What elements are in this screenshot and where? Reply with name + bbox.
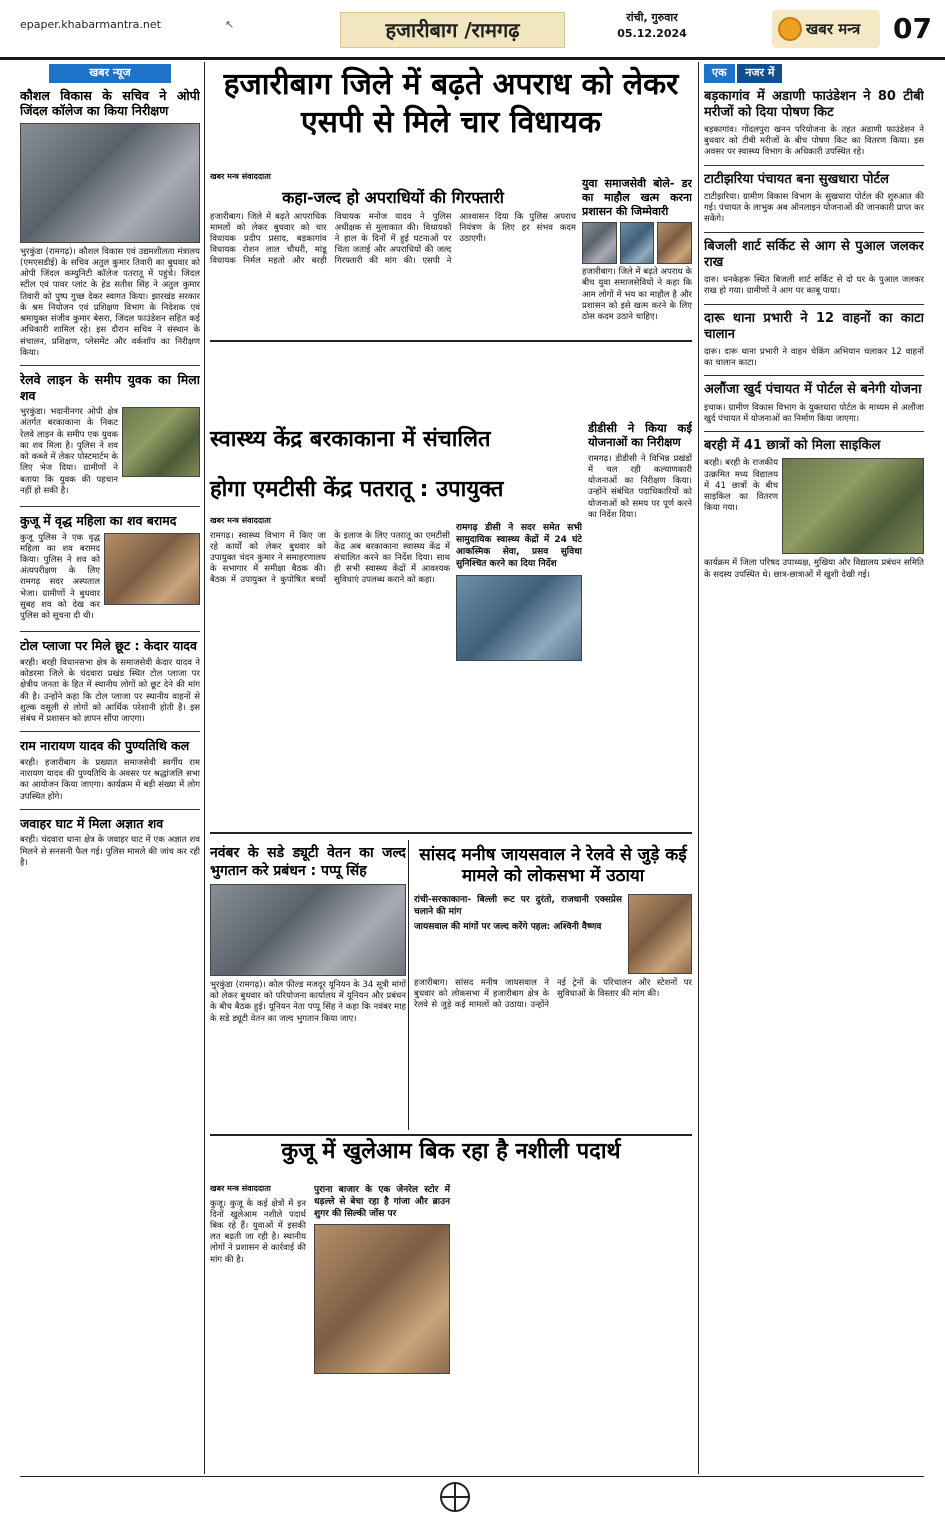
story-body: कार्यक्रम में जिला परिषद उपाध्यक्ष, मुखिया और विद्यालय प्रबंधन समिति के सदस्य उपस्थित थे। छात्र-छात्राओं में खुशी देखी गई। (704, 558, 924, 580)
health-headline-1: स्वास्थ्य केंद्र बरकाकाना में संचालित (210, 427, 491, 452)
story-title: दारू थाना प्रभारी ने 12 वाहनों का काटा चालान (704, 310, 924, 342)
story-title: सांसद मनीष जायसवाल ने रेलवे से जुड़े कई मामले को लोकसभा में उठाया (419, 845, 687, 887)
photo-caption: बरही। बरही के राजकीय उत्क्रमित मध्य विद्यालय में 41 छात्रों के बीच साइकिल का वितरण किया गया। (704, 458, 778, 514)
story-body: टाटीझरिया। ग्रामीण विकास विभाग के सुखधारा पोर्टल की शुरुआत की गई। पंचायत के लाभुक अब ऑनलाइन योजनाओं की जानकारी प्राप्त कर सकेंगे। (704, 191, 924, 225)
ddc-sidebar (588, 416, 692, 828)
meeting-photo (456, 575, 582, 661)
place-day: रांची, गुरुवार (626, 11, 678, 24)
divider (20, 631, 200, 632)
story-title: राम नारायण यादव की पुण्यतिथि कल (20, 738, 190, 754)
story-title: नवंबर के सडे ड्यूटी वेतन का जल्द भुगतान करे प्रबंधन : पप्पू सिंह (210, 845, 406, 879)
divider (704, 304, 924, 305)
section-rule (210, 1134, 692, 1136)
byline: खबर मन्त्र संवाददाता (210, 1184, 271, 1193)
story-body: भुरकुंडा (रामगढ़)। कोल फील्ड मजदूर यूनियन के 34 सूत्री मांगों को लेकर बुधवार को परियोजना कार्यालय में यूनियन और प्रबंधन के बीच बैठक हुई। यूनियन नेता पप्पू सिंह ने कहा कि नवंबर माह के सडे ड्यूटी वेतन का जल्द भुगतान किया जाए। (210, 980, 406, 1024)
story-body: भुरकुंडा (रामगढ़)। कौशल विकास एवं उद्यमशीलता मंत्रालय (एमएसडीई) के सचिव अतुल कुमार तिवारी का बुधवार को ओपी जिंदल कम्युनिटी कॉलेज पतरातू में पहुंचे। जिंदल स्टील एवं पावर प्लांट के हेड सतीश सिंह ने अतुल कुमार तिवारी को पुष्प गुच्छ देकर स्वागत किया। झारखंड सरकार के श्रम नियोजन एवं प्रशिक्षण विभाग के निदेशक एवं श्रमायुक्त संजीव कुमार बेसरा, जिंदल फाउंडेशन सहित कई अधिकारी शामिल रहे। इस दौरान सचिव ने संस्थान के संचालन, प्रशिक्षण, प्लेसमेंट और वर्कशॉप का निरीक्षण किया। (20, 246, 200, 358)
divider (704, 165, 924, 166)
byline: खबर मन्त्र संवाददाता (210, 172, 271, 181)
story-title: बिजली शार्ट सर्किट से आग से पुआल जलकर राख (704, 238, 924, 270)
site-url[interactable]: epaper.khabarmantra.net (20, 18, 161, 31)
column-rule (204, 62, 205, 1474)
wage-story (210, 840, 406, 1130)
lead-story (210, 172, 576, 337)
story-body: इचाक। ग्रामीण विकास विभाग के युक्तधारा पोर्टल के माध्यम से अलौंजा खुर्द पंचायत में योजनाओं का निर्माण किया जाएगा। (704, 402, 924, 424)
story-title: बरही में 41 छात्रों को मिला साइकिल (704, 438, 881, 454)
story-title: कौशल विकास के सचिव ने ओपी जिंदल कॉलेज का किया निरीक्षण (20, 87, 200, 119)
drugs-headline: कुजू में खुलेआम बिक रहा है नशीली पदार्थ (281, 1139, 621, 1164)
footer-rule (20, 1476, 924, 1477)
story-body: बरही। चंदवारा थाना क्षेत्र के जवाहर घाट में एक अज्ञात शव मिलने से सनसनी फैल गई। पुलिस मामले की जांच कर रही है। (20, 835, 200, 868)
brand: खबर मन्त्र (772, 10, 880, 48)
story-body: दारू। दारू थाना प्रभारी ने वाहन चेकिंग अभियान चलाकर 12 वाहनों का चालान काटा। (704, 347, 924, 369)
cycle-distribution-photo (782, 458, 924, 554)
divider (20, 365, 200, 366)
divider (20, 506, 200, 507)
divider (704, 431, 924, 432)
story-title: अलौंजा खुर्द पंचायत में पोर्टल से बनेगी योजना (704, 382, 922, 398)
sidebar-body: रामगढ़। डीडीसी ने विभिन्न प्रखंडों में चल रही कल्याणकारी योजनाओं का निरीक्षण किया। उन्होंने संबंधित पदाधिकारियों को योजनाओं को समय पर पूर्ण करने का निर्देश दिया। (588, 453, 692, 520)
column-rule (408, 840, 409, 1130)
lead-deck: कहा-जल्द हो अपराधियों की गिरफ्तारी (282, 187, 504, 207)
story-body: कुजू पुलिस ने एक वृद्ध महिला का शव बरामद किया। पुलिस ने शव को अंत्यपरीक्षण के लिए रामगढ़ सदर अस्पताल भेजा। ग्रामीणों ने बुधवार सुबह शव को देख कर पुलिस को सूचना दी थी। (20, 532, 100, 622)
lead-headline: हजारीबाग जिले में बढ़ते अपराध को लेकर एसपी से मिले चार विधायक (223, 67, 679, 140)
health-story (210, 516, 450, 826)
left-column (20, 64, 200, 1474)
divider (20, 809, 200, 810)
group-photo (20, 123, 200, 243)
portrait-photo (582, 222, 617, 264)
portrait-photo (620, 222, 655, 264)
section-rule (210, 832, 692, 834)
cursor-icon: ↖ (225, 18, 235, 31)
drugs-story (210, 1184, 692, 1476)
lead-body: हजारीबाग। जिले में बढ़ते आपराधिक मामलों को लेकर बुधवार को चार विधायक प्रदीप प्रसाद, बड़कागांव विधायक रोशन लाल चौधरी, मांडू विधायक निर्मल महतो और बरही विधायक मनोज यादव ने पुलिस अधीक्षक से मुलाकात की। विधायकों ने हाल के दिनों में हुई घटनाओं पर चिंता जताई और अपराधियों की जल्द गिरफ्तारी की मांग की। एसपी ने आश्वासन दिया कि पुलिस अपराध नियंत्रण के लिए हर संभव कदम उठाएगी। (210, 211, 576, 267)
mp-portrait (628, 894, 692, 974)
section-kicker: खबर न्यूज (49, 64, 170, 83)
health-photo-block (456, 522, 582, 826)
date: 05.12.2024 (617, 26, 687, 40)
story-title: बड़कागांव में अडाणी फाउंडेशन ने 80 टीबी मरीजों को दिया पोषण किट (704, 88, 924, 120)
story-title: कुजू में वृद्ध महिला का शव बरामद (20, 512, 177, 528)
kicker-tag: एक (704, 64, 735, 83)
registration-mark-icon (440, 1482, 470, 1512)
divider (20, 731, 200, 732)
divider (704, 375, 924, 376)
bullet-point: जायसवाल की मांगों पर जल्द करेंगे पहल: अश्विनी वैष्णव (414, 921, 602, 932)
edition-label: हजारीबाग /रामगढ़ (340, 12, 565, 48)
story-title: रेलवे लाइन के समीप युवक का मिला शव (20, 371, 200, 403)
story-title: टोल प्लाजा पर मिले छूट : केदार यादव (20, 638, 197, 654)
story-body: हजारीबाग। सांसद मनीष जायसवाल ने बुधवार को लोकसभा में हजारीबाग क्षेत्र के रेलवे से जुड़े कई मामलों को उठाया। उन्होंने नई ट्रेनों के परिचालन और स्टेशनों पर सुविधाओं के विस्तार की मांग की। (414, 977, 692, 1010)
union-photo (210, 884, 406, 976)
mp-story (414, 840, 692, 1130)
sidebar-title: डीडीसी ने किया कई योजनाओं का निरीक्षण (588, 421, 692, 450)
photo-caption: रामगढ़ डीसी ने सदर समेत सभी सामुदायिक स्वास्थ्य केंद्रों में 24 घंटे आकस्मिक सेवा, प्रसव सुविधा सुनिश्चित करने का दिया निर्देश (456, 523, 582, 570)
sidebar-body: हजारीबाग। जिले में बढ़ते अपराध के बीच युवा समाजसेवियों ने कहा कि आम लोगों में भय का माहौल है और प्रशासन को इसे खत्म करने के लिए ठोस कदम उठाने चाहिए। (582, 267, 692, 323)
drugs-continued (458, 1184, 692, 1374)
story-body: बरही। हजारीबाग के प्रख्यात समाजसेवी स्वर्गीय राम नारायण यादव की पुण्यतिथि के अवसर पर श्रद्धांजलि सभा का आयोजन किया जाएगा। कार्यक्रम में बड़ी संख्या में लोग उपस्थित होंगे। (20, 757, 200, 802)
bullet-point: रांची-सरकाकाना- बिल्ली रूट पर दुरंतो, राजधानी एक्सप्रेस चलाने की मांग (414, 894, 622, 917)
brand-logo-icon (778, 17, 802, 41)
story-body: भुरकुंडा। भदानीनगर ओपी क्षेत्र अंतर्गत बरकाकाना के निकट रेलवे लाइन के समीप एक युवक का शव मिला है। पुलिस ने शव को कब्जे में लेकर पोस्टमार्टम के लिए भेज दिया। ग्रामीणों ने बताया कि युवक की पहचान नहीं हो सकी है। (20, 407, 118, 496)
health-body: रामगढ़। स्वास्थ्य विभाग में किए जा रहे कार्यों को लेकर बुधवार को उपायुक्त चंदन कुमार ने समाहरणालय के सभागार में समीक्षा बैठक की। बैठक में उपायुक्त ने कुपोषित बच्चों के इलाज के लिए पतरातू का एमटीसी केंद्र अब बरकाकाना स्वास्थ्य केंद्र में संचालित करने का निर्देश दिया। साथ ही सभी स्वास्थ्य केंद्रों में आवश्यक सुविधाएं उपलब्ध कराने को कहा। (210, 530, 450, 586)
section-rule (210, 340, 692, 342)
page-number: 07 (893, 12, 932, 45)
lead-sidebar (582, 172, 692, 337)
health-headline-2: होगा एमटीसी केंद्र पतरातू : उपायुक्त (210, 477, 504, 502)
sidebar-title: युवा समाजसेवी बोले- डर का माहौल खत्म करना प्रशासन की जिम्मेवारी (582, 177, 692, 218)
story-body: कुजू। कुजू के कई क्षेत्रों में इन दिनों खुलेआम नशीले पदार्थ बिक रहे हैं। युवाओं में इसकी लत बढ़ती जा रही है। स्थानीय लोगों ने प्रशासन से कार्रवाई की मांग की है। (210, 1198, 306, 1265)
accident-photo (104, 533, 200, 605)
portrait-photo (657, 222, 692, 264)
story-title: जवाहर घाट में मिला अज्ञात शव (20, 815, 164, 831)
railway-photo (122, 407, 200, 477)
story-body: बरही। बरही विधानसभा क्षेत्र के समाजसेवी केदार यादव ने कोडरमा जिले के चंदवारा प्रखंड स्थित टोल प्लाजा पर क्षेत्रीय जनता के हित में स्थानीय लोगों को छूट देने की मांग की है। उन्होंने कहा कि टोल प्लाजा पर स्थानीय वाहनों से शुल्क वसूली से लोगों को आर्थिक परेशानी होती है। इस संबंध में प्रशासन को ज्ञापन सौंपा जाएगा। (20, 657, 200, 725)
divider (704, 232, 924, 233)
photo-caption: पुराना बाजार के एक जेनरेल स्टोर में धड़ल्ले से बेचा रहा है गांजा और ब्राउन शुगर की सिल्की जोंस पर (314, 1185, 450, 1220)
story-body: बड़कागांव। गोंदलपुरा खनन परियोजना के तहत अडाणी फाउंडेशन ने बुधवार को टीबी मरीजों के बीच पोषण किट का वितरण किया। इस अवसर पर स्वास्थ्य विभाग के अधिकारी उपस्थित रहे। (704, 125, 924, 158)
column-rule (698, 62, 699, 1474)
drugs-photo (314, 1224, 450, 1374)
right-column (704, 64, 924, 1474)
byline: खबर मन्त्र संवाददाता (210, 516, 271, 525)
dateline (592, 10, 712, 42)
kicker-tag: नजर में (737, 64, 782, 83)
story-title: टाटीझरिया पंचायत बना सुखधारा पोर्टल (704, 171, 889, 187)
story-body: दारु। धनकेहरू स्थित बिजली शार्ट सर्किट से दो घर के पुआल जलकर राख हो गया। ग्रामीणों ने आग पर काबू पाया। (704, 275, 924, 297)
